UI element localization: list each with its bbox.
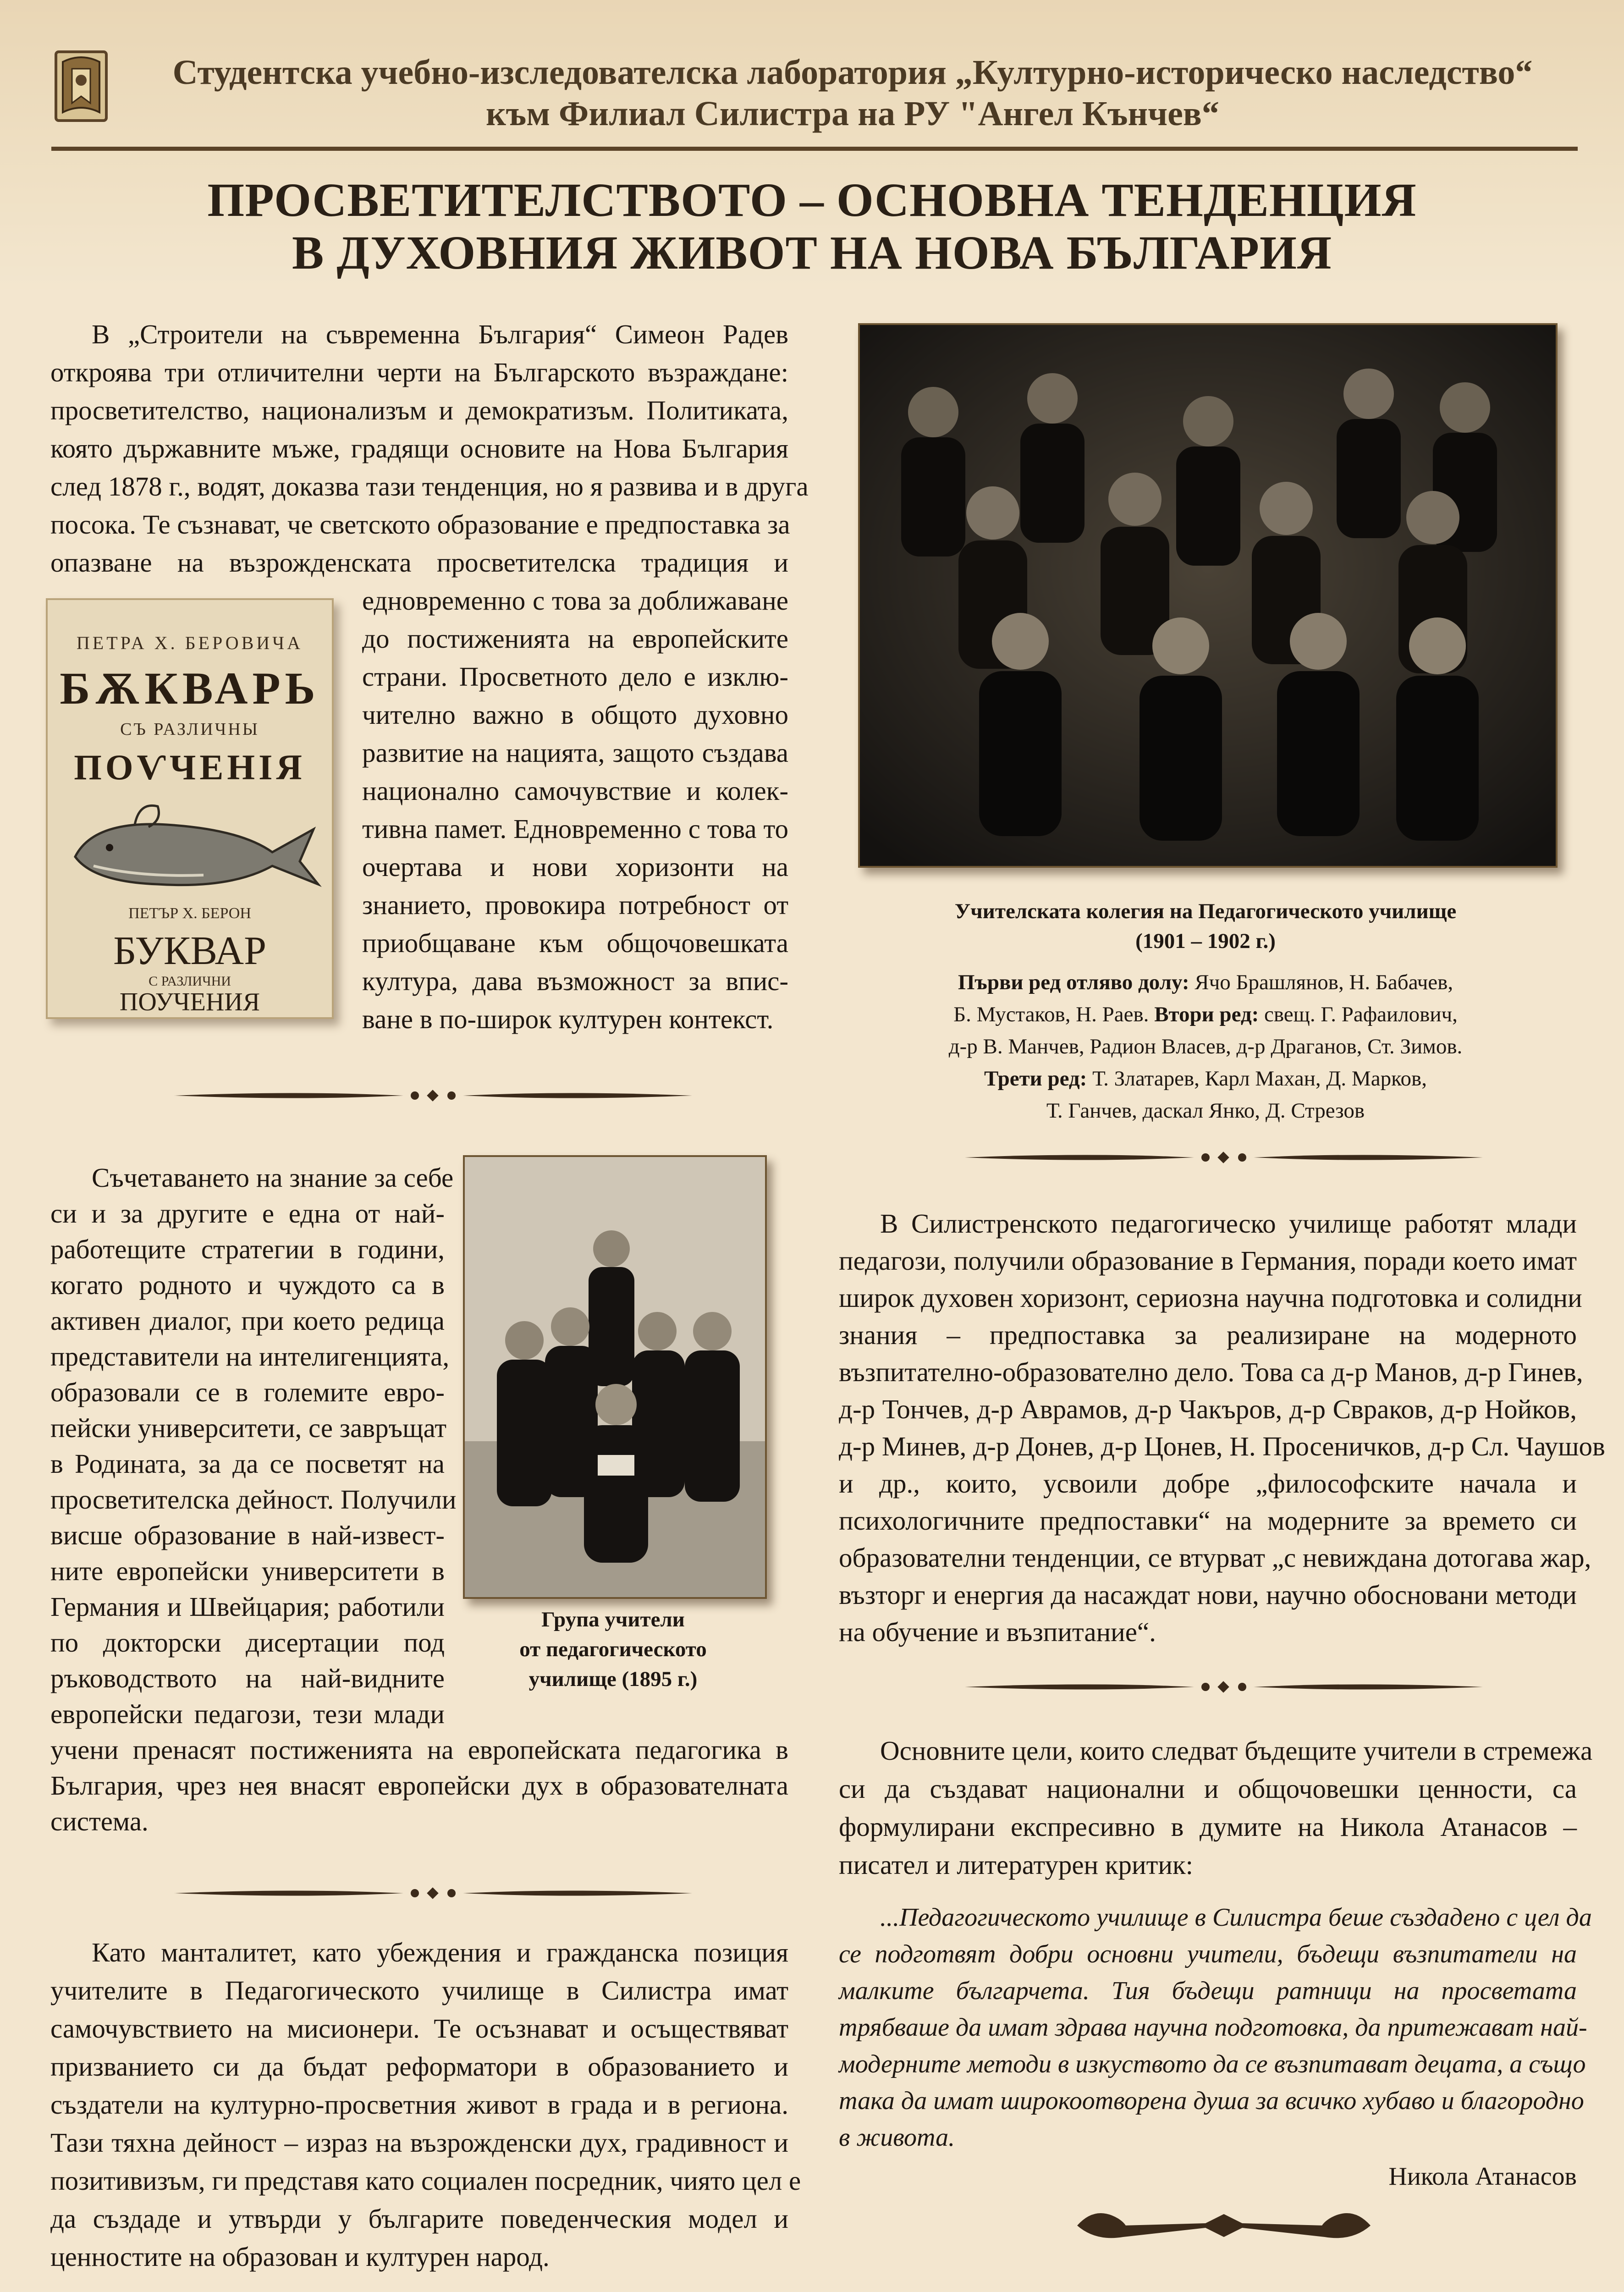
caption-row-3b: Т. Ганчев, даскал Янко, Д. Стрезов (1046, 1099, 1365, 1123)
small-group-photo-illustration-icon (465, 1157, 765, 1597)
section-1-line: едновременно с това за доближаване (362, 585, 788, 616)
section-1-line: приобщаване към общочовешката (362, 928, 788, 958)
section-3-line: знания – предпоставка за реализиране на модерното (839, 1320, 1577, 1350)
caption-line: Група учители (541, 1608, 685, 1631)
section-2-line: европейски педагози, тези млади (50, 1699, 445, 1729)
section-2-line: когато родното и чуждото са в (50, 1270, 445, 1300)
caption-row-1b (857, 1004, 1554, 1025)
section-2-line: пейски университети, се завръщат (50, 1413, 447, 1443)
ornament-divider (965, 1678, 1483, 1696)
section-3-line: широк духовен хоризонт, сериозна научна подготовка и солидни (839, 1283, 1582, 1313)
section-1-line: В „Строители на съвременна България“ Симеон Радев (92, 319, 788, 349)
whale-illustration-icon (66, 793, 323, 898)
section-1-line: посока. Те съзнават, че светското образование е предпоставка за (50, 509, 790, 540)
caption-years: (1901 – 1902 г.) (1135, 929, 1276, 953)
ornament-divider (174, 1884, 692, 1902)
page-title-line-2: В ДУХОВНИЯ ЖИВОТ НА НОВА БЪЛГАРИЯ (292, 226, 1332, 279)
book-bottom-line-3: ПОУЧЕНИЯ (119, 988, 260, 1016)
section-3-line: психологичните предпоставки“ на модерните за времето си (839, 1505, 1577, 1536)
section-4-line: учителите в Педагогическото училище в Силистра имат (50, 1975, 788, 2006)
section-1-line: развитие на нацията, защото създава (362, 738, 788, 768)
section-1-line: просветителство, национализъм и демократизъм. Политиката, (50, 395, 788, 425)
section-1-line: култура, дава възможност за впис- (362, 966, 788, 996)
section-4-line: призванието си да бъдат реформатори в образованието и (50, 2051, 788, 2082)
book-top-line-1: ПЕТРА Х. БЕРОВИЧА (76, 633, 303, 653)
section-4-line: създатели на културно-просветния живот в града и в региона. (50, 2089, 788, 2120)
section-1-line: откроява три отличителни черти на Българското възраждане: (50, 357, 788, 387)
section-1-line: очертава и нови хоризонти на (362, 852, 788, 882)
section-3-line: на обучение и възпитание“. (839, 1617, 1156, 1647)
section-4-line: позитивизъм, ги представя като социален посредник, чиято цел е (50, 2165, 801, 2196)
caption-line: от педагогическото (519, 1637, 707, 1661)
section-2-line: ните европейски университети в (50, 1556, 445, 1586)
section-3-line: възпитателно-образователно дело. Това са д-р Манов, д-р Гинев, (839, 1357, 1583, 1387)
section-1-line: страни. Просветното дело е изклю- (362, 661, 788, 692)
section-1-line: тивна памет. Едновременно с това то (362, 814, 788, 844)
quote-line: ...Педагогическото училище в Силистра беше създадено с цел да (880, 1903, 1592, 1932)
quote-line: трябваше да имат здрава научна подготовка, да притежават най- (839, 2013, 1587, 2042)
section-1-line: знанието, провокира потребност от (362, 890, 788, 920)
laboratory-logo-icon (51, 48, 111, 126)
section-5-line: Основните цели, които следват бъдещите учители в стремежа (880, 1736, 1593, 1766)
section-3-line: д-р Тончев, д-р Аврамов, д-р Чакъров, д-р Свраков, д-р Нойков, (839, 1394, 1577, 1424)
book-top-line-4: ПОѴЧЕНІЯ (74, 747, 306, 787)
quote-line: модерните методи в изкуството да се възпитават децата, а също (839, 2050, 1586, 2078)
section-2-line: висше образование в най-извест- (50, 1520, 445, 1550)
section-1-line: национално самочувствие и колек- (362, 776, 788, 806)
caption-row-2b: д-р В. Манчев, Радион Власев, д-р Драганов, Ст. Зимов. (948, 1035, 1463, 1058)
section-2-line: представители на интелигенцията, (50, 1341, 450, 1372)
section-2-line: система. (50, 1806, 149, 1836)
caption-row-1-names: Ячо Брашлянов, Н. Бабачев, (1189, 970, 1453, 994)
section-3-line: д-р Минев, д-р Донев, д-р Цонев, Н. Просеничков, д-р Сл. Чаушов (839, 1431, 1605, 1461)
section-1-line: ване в по-широк културен контекст. (362, 1004, 774, 1034)
quote-author: Никола Атанасов (1388, 2162, 1577, 2191)
header-line-2: към Филиал Силистра на РУ "Ангел Кънчев“ (486, 94, 1219, 133)
caption-line: училище (1895 г.) (528, 1667, 698, 1691)
section-5-line: си да създават национални и общочовешки ценности, са (839, 1774, 1577, 1804)
caption-row-2-names: свещ. Г. Рафаилович, (1259, 1003, 1458, 1026)
header-rule (51, 147, 1578, 151)
section-3-line: и др., които, усвоили добре „философските начала и (839, 1468, 1577, 1499)
caption-row-3 (857, 1068, 1554, 1090)
caption-row-3-names: Т. Златарев, Карл Махан, Д. Марков, (1087, 1067, 1427, 1091)
book-bottom-line-2: С РАЗЛИЧНИ (149, 974, 231, 989)
group-photo-illustration-icon (860, 325, 1556, 866)
section-3-line: възторг и енергия да насаждат нови, научно обосновани методи (839, 1580, 1577, 1610)
header-line-1: Студентска учебно-изследователска лаборатория „Културно-историческо наследство“ (172, 53, 1533, 92)
caption-row-1-label: Първи ред отляво долу: (958, 970, 1189, 994)
section-3-line: образователни тенденции, се втурват „с невиждана дотогава жар, (839, 1543, 1591, 1573)
page-title-line-1: ПРОСВЕТИТЕЛСТВОТО – ОСНОВНА ТЕНДЕНЦИЯ (207, 174, 1417, 226)
caption-title: Учителската колегия на Педагогическото училище (954, 899, 1457, 923)
section-1-line: чително важно в общото духовно (362, 700, 788, 730)
quote-line: в живота. (839, 2123, 955, 2152)
section-2-line: в Родината, за да се посветят на (50, 1449, 445, 1479)
section-2-line: просветителска дейност. Получили (50, 1484, 457, 1515)
bukvar-cover-image (46, 598, 334, 1019)
section-1-line: до постиженията на европейските (362, 623, 788, 654)
section-4-line: Тази тяхна дейност – израз на възрожденски дух, градивност и (50, 2127, 788, 2158)
section-5-line: формулирани експресивно в думите на Никола Атанасов – (839, 1812, 1577, 1842)
section-2-line: си и за другите е една от най- (50, 1198, 445, 1229)
section-3-line: педагози, получили образование в Германия, поради което имат (839, 1245, 1577, 1276)
section-2-line: по докторски дисертации под (50, 1627, 445, 1658)
section-5-line: писател и литературен критик: (839, 1850, 1194, 1880)
book-bottom-line-1: БУКВАР (113, 929, 267, 973)
book-author: ПЕТЪР Х. БЕРОН (128, 905, 251, 922)
section-2-line: ръководството на най-видните (50, 1663, 445, 1693)
section-2-line: активен диалог, при което редица (50, 1306, 445, 1336)
section-2-line: работещите стратегии в години, (50, 1234, 445, 1264)
section-4-line: да създаде и утвърди у българите поведенческия модел и (50, 2204, 788, 2234)
section-4-line: самочувствието на мисионери. Те осъзнават и осъществяват (50, 2013, 788, 2044)
section-1-line: опазване на възрожденската просветителска традиция и (50, 547, 788, 578)
section-1-line: която държавните мъже, градящи основите на Нова България (50, 433, 788, 463)
caption-row-2-label: Втори ред: (1154, 1003, 1259, 1026)
section-3-line: В Силистренското педагогическо училище работят млади (880, 1208, 1577, 1239)
ornament-divider (965, 1148, 1483, 1167)
ornament-divider (174, 1086, 692, 1105)
section-2-line: Съчетаването на знание за себе (92, 1163, 454, 1193)
book-top-line-2: БѪКВАРЬ (60, 663, 320, 714)
section-2-line: Германия и Швейцария; работили (50, 1592, 445, 1622)
teachers-collegium-photo (858, 323, 1558, 868)
section-1-line: след 1878 г., водят, доказва тази тенденция, но я развива и в друга (50, 471, 809, 501)
section-2-line: учени пренасят постиженията на европейската педагогика в (50, 1735, 788, 1765)
caption-row-1b-names: Б. Мустаков, Н. Раев. (953, 1003, 1149, 1026)
section-4-line: Като манталитет, като убеждения и гражданска позиция (92, 1937, 788, 1967)
section-2-line: образовали се в големите евро- (50, 1377, 445, 1407)
flourish-ornament-icon (1068, 2200, 1380, 2246)
caption-row-3-label: Трети ред: (984, 1067, 1087, 1091)
section-4-line: ценностите на образован и културен народ. (50, 2242, 550, 2272)
book-top-line-3: СЪ РАЗЛИЧНЫ (120, 720, 259, 739)
teachers-group-photo (463, 1155, 767, 1599)
caption-row-1 (857, 972, 1554, 993)
section-2-line: България, чрез нея внасят европейски дух в образователната (50, 1770, 788, 1801)
quote-line: така да имат широкоотворена душа за всичко хубаво и благородно (839, 2087, 1584, 2115)
quote-line: малките българчета. Тия бъдещи ратници на просветата (839, 1977, 1577, 2005)
quote-line: се подготвят добри основни учители, бъдещи възпитатели на (839, 1940, 1577, 1968)
